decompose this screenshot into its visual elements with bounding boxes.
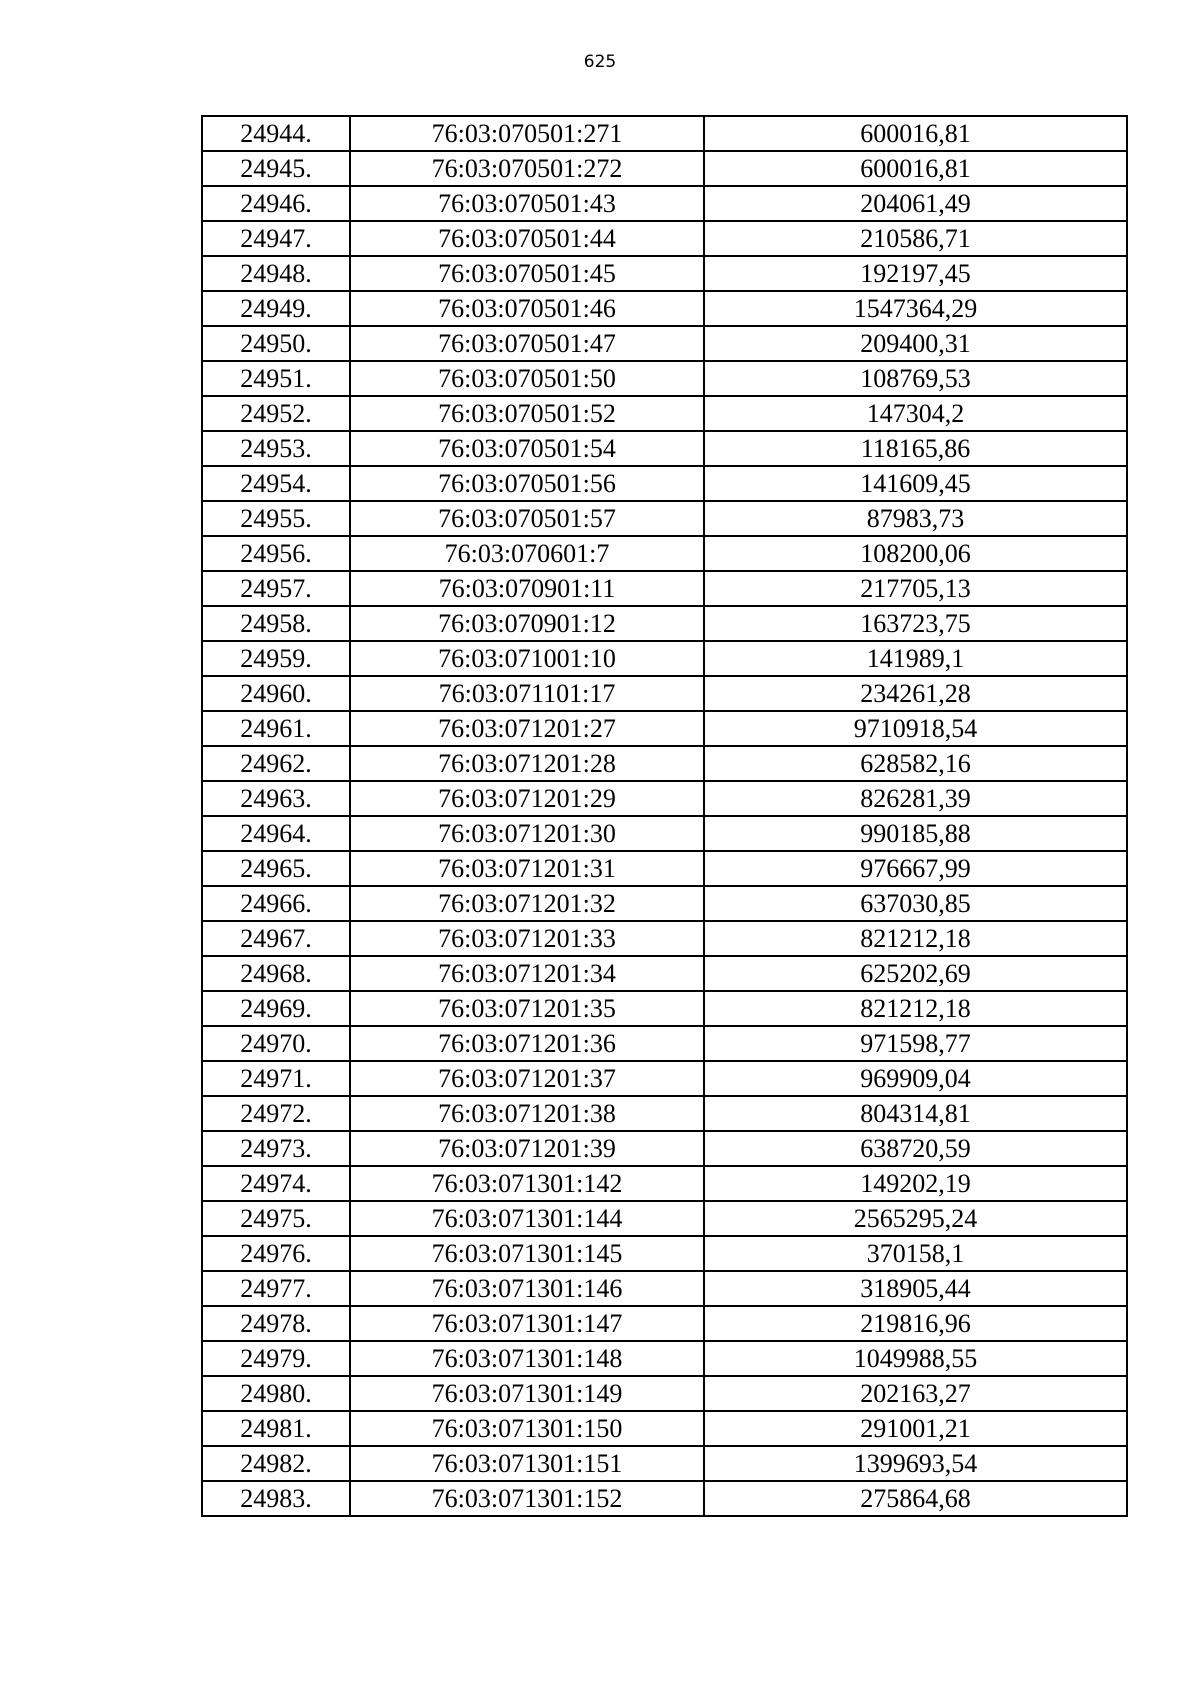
table-row: [202, 1481, 1127, 1516]
cadastral-number-cell: 76:03:071201:28: [350, 746, 704, 781]
cadastral-number-cell: 76:03:071201:35: [350, 991, 704, 1026]
row-number-cell: 24980.: [202, 1376, 350, 1411]
cadastral-number-cell: 76:03:070501:52: [350, 396, 704, 431]
cadastral-number-cell: 76:03:071301:150: [350, 1411, 704, 1446]
row-number-cell: 24947.: [202, 221, 350, 256]
cadastral-value-cell: 600016,81: [704, 151, 1127, 186]
cadastral-value-cell: 990185,88: [704, 816, 1127, 851]
row-number-cell: 24953.: [202, 431, 350, 466]
cadastral-number-cell: 76:03:071001:10: [350, 641, 704, 676]
cadastral-number-cell: 76:03:071101:17: [350, 676, 704, 711]
table-row: [202, 1026, 1127, 1061]
cadastral-value-cell: 108769,53: [704, 361, 1127, 396]
table-row: [202, 956, 1127, 991]
cadastral-value-cell: 147304,2: [704, 396, 1127, 431]
cadastral-number-cell: 76:03:071201:31: [350, 851, 704, 886]
row-number-cell: 24978.: [202, 1306, 350, 1341]
cadastral-value-cell: 1399693,54: [704, 1446, 1127, 1481]
row-number-cell: 24976.: [202, 1236, 350, 1271]
cadastral-value-cell: 804314,81: [704, 1096, 1127, 1131]
row-number-cell: 24965.: [202, 851, 350, 886]
table-row: [202, 641, 1127, 676]
cadastral-value-cell: 628582,16: [704, 746, 1127, 781]
table-row: [202, 501, 1127, 536]
cadastral-value-cell: 9710918,54: [704, 711, 1127, 746]
row-number-cell: 24945.: [202, 151, 350, 186]
cadastral-value-cell: 163723,75: [704, 606, 1127, 641]
table-row: [202, 1201, 1127, 1236]
table-row: [202, 746, 1127, 781]
cadastral-number-cell: 76:03:071201:37: [350, 1061, 704, 1096]
cadastral-value-cell: 370158,1: [704, 1236, 1127, 1271]
cadastral-value-cell: 217705,13: [704, 571, 1127, 606]
page-number: 625: [583, 52, 617, 72]
table-body: [202, 116, 1127, 1516]
cadastral-number-cell: 76:03:071301:146: [350, 1271, 704, 1306]
row-number-cell: 24975.: [202, 1201, 350, 1236]
row-number-cell: 24968.: [202, 956, 350, 991]
row-number-cell: 24949.: [202, 291, 350, 326]
cadastral-value-cell: 976667,99: [704, 851, 1127, 886]
cadastral-number-cell: 76:03:071301:145: [350, 1236, 704, 1271]
row-number-cell: 24969.: [202, 991, 350, 1026]
row-number-cell: 24946.: [202, 186, 350, 221]
row-number-cell: 24948.: [202, 256, 350, 291]
cadastral-number-cell: 76:03:070501:47: [350, 326, 704, 361]
table-row: [202, 1341, 1127, 1376]
cadastral-value-cell: 318905,44: [704, 1271, 1127, 1306]
table-row: [202, 1271, 1127, 1306]
row-number-cell: 24955.: [202, 501, 350, 536]
cadastral-number-cell: 76:03:071201:33: [350, 921, 704, 956]
cadastral-number-cell: 76:03:070501:44: [350, 221, 704, 256]
table-row: [202, 431, 1127, 466]
table-row: [202, 396, 1127, 431]
row-number-cell: 24958.: [202, 606, 350, 641]
table-row: [202, 291, 1127, 326]
table-row: [202, 1131, 1127, 1166]
cadastral-number-cell: 76:03:071301:149: [350, 1376, 704, 1411]
cadastral-value-cell: 826281,39: [704, 781, 1127, 816]
cadastral-number-cell: 76:03:071301:147: [350, 1306, 704, 1341]
cadastral-value-cell: 600016,81: [704, 116, 1127, 151]
cadastral-value-cell: 209400,31: [704, 326, 1127, 361]
table-row: [202, 606, 1127, 641]
row-number-cell: 24963.: [202, 781, 350, 816]
row-number-cell: 24973.: [202, 1131, 350, 1166]
row-number-cell: 24952.: [202, 396, 350, 431]
table-row: [202, 1306, 1127, 1341]
cadastral-number-cell: 76:03:071301:142: [350, 1166, 704, 1201]
table-row: [202, 921, 1127, 956]
cadastral-value-cell: 118165,86: [704, 431, 1127, 466]
cadastral-value-cell: 87983,73: [704, 501, 1127, 536]
cadastral-number-cell: 76:03:070501:45: [350, 256, 704, 291]
cadastral-value-cell: 202163,27: [704, 1376, 1127, 1411]
table-row: [202, 781, 1127, 816]
row-number-cell: 24982.: [202, 1446, 350, 1481]
cadastral-number-cell: 76:03:071201:30: [350, 816, 704, 851]
table-row: [202, 536, 1127, 571]
row-number-cell: 24971.: [202, 1061, 350, 1096]
cadastral-value-cell: 141989,1: [704, 641, 1127, 676]
row-number-cell: 24983.: [202, 1481, 350, 1516]
cadastral-value-cell: 2565295,24: [704, 1201, 1127, 1236]
cadastral-number-cell: 76:03:071201:34: [350, 956, 704, 991]
cadastral-value-cell: 219816,96: [704, 1306, 1127, 1341]
table-row: [202, 361, 1127, 396]
cadastral-number-cell: 76:03:070501:57: [350, 501, 704, 536]
table-row: [202, 1166, 1127, 1201]
table-row: [202, 186, 1127, 221]
row-number-cell: 24956.: [202, 536, 350, 571]
cadastral-number-cell: 76:03:070901:11: [350, 571, 704, 606]
cadastral-value-cell: 275864,68: [704, 1481, 1127, 1516]
cadastral-number-cell: 76:03:070501:50: [350, 361, 704, 396]
table-row: [202, 816, 1127, 851]
table-row: [202, 1096, 1127, 1131]
cadastral-number-cell: 76:03:071301:144: [350, 1201, 704, 1236]
cadastral-number-cell: 76:03:071301:152: [350, 1481, 704, 1516]
row-number-cell: 24974.: [202, 1166, 350, 1201]
row-number-cell: 24951.: [202, 361, 350, 396]
cadastral-number-cell: 76:03:070901:12: [350, 606, 704, 641]
row-number-cell: 24962.: [202, 746, 350, 781]
cadastral-value-cell: 637030,85: [704, 886, 1127, 921]
cadastral-value-cell: 204061,49: [704, 186, 1127, 221]
cadastral-value-cell: 149202,19: [704, 1166, 1127, 1201]
cadastral-number-cell: 76:03:070601:7: [350, 536, 704, 571]
cadastral-number-cell: 76:03:070501:56: [350, 466, 704, 501]
cadastral-number-cell: 76:03:071201:29: [350, 781, 704, 816]
cadastral-value-cell: 625202,69: [704, 956, 1127, 991]
table-row: [202, 676, 1127, 711]
table-row: [202, 1061, 1127, 1096]
cadastral-number-cell: 76:03:071301:148: [350, 1341, 704, 1376]
table-row: [202, 571, 1127, 606]
table-row: [202, 1236, 1127, 1271]
cadastral-number-cell: 76:03:071201:38: [350, 1096, 704, 1131]
table-row: [202, 991, 1127, 1026]
row-number-cell: 24972.: [202, 1096, 350, 1131]
cadastral-number-cell: 76:03:070501:54: [350, 431, 704, 466]
row-number-cell: 24966.: [202, 886, 350, 921]
cadastral-value-cell: 969909,04: [704, 1061, 1127, 1096]
row-number-cell: 24967.: [202, 921, 350, 956]
table-row: [202, 256, 1127, 291]
cadastral-number-cell: 76:03:070501:43: [350, 186, 704, 221]
row-number-cell: 24979.: [202, 1341, 350, 1376]
row-number-cell: 24970.: [202, 1026, 350, 1061]
row-number-cell: 24957.: [202, 571, 350, 606]
table-row: [202, 886, 1127, 921]
cadastral-number-cell: 76:03:071201:36: [350, 1026, 704, 1061]
cadastral-value-cell: 141609,45: [704, 466, 1127, 501]
table-row: [202, 151, 1127, 186]
cadastral-number-cell: 76:03:071201:32: [350, 886, 704, 921]
row-number-cell: 24977.: [202, 1271, 350, 1306]
row-number-cell: 24964.: [202, 816, 350, 851]
cadastral-number-cell: 76:03:071201:27: [350, 711, 704, 746]
cadastral-value-cell: 192197,45: [704, 256, 1127, 291]
cadastral-value-cell: 1547364,29: [704, 291, 1127, 326]
row-number-cell: 24959.: [202, 641, 350, 676]
row-number-cell: 24950.: [202, 326, 350, 361]
cadastral-value-cell: 821212,18: [704, 991, 1127, 1026]
cadastral-value-table: [201, 115, 1128, 1517]
cadastral-value-cell: 210586,71: [704, 221, 1127, 256]
cadastral-value-cell: 638720,59: [704, 1131, 1127, 1166]
row-number-cell: 24954.: [202, 466, 350, 501]
cadastral-value-cell: 971598,77: [704, 1026, 1127, 1061]
cadastral-value-cell: 1049988,55: [704, 1341, 1127, 1376]
table-row: [202, 851, 1127, 886]
cadastral-number-cell: 76:03:070501:271: [350, 116, 704, 151]
cadastral-number-cell: 76:03:071201:39: [350, 1131, 704, 1166]
row-number-cell: 24961.: [202, 711, 350, 746]
table-row: [202, 466, 1127, 501]
row-number-cell: 24960.: [202, 676, 350, 711]
cadastral-value-cell: 291001,21: [704, 1411, 1127, 1446]
row-number-cell: 24981.: [202, 1411, 350, 1446]
cadastral-value-cell: 821212,18: [704, 921, 1127, 956]
table-row: [202, 711, 1127, 746]
cadastral-value-cell: 108200,06: [704, 536, 1127, 571]
cadastral-number-cell: 76:03:070501:46: [350, 291, 704, 326]
cadastral-number-cell: 76:03:070501:272: [350, 151, 704, 186]
row-number-cell: 24944.: [202, 116, 350, 151]
table-row: [202, 1411, 1127, 1446]
table-row: [202, 221, 1127, 256]
cadastral-number-cell: 76:03:071301:151: [350, 1446, 704, 1481]
table-row: [202, 1376, 1127, 1411]
cadastral-value-cell: 234261,28: [704, 676, 1127, 711]
table-row: [202, 116, 1127, 151]
table-row: [202, 1446, 1127, 1481]
table-row: [202, 326, 1127, 361]
